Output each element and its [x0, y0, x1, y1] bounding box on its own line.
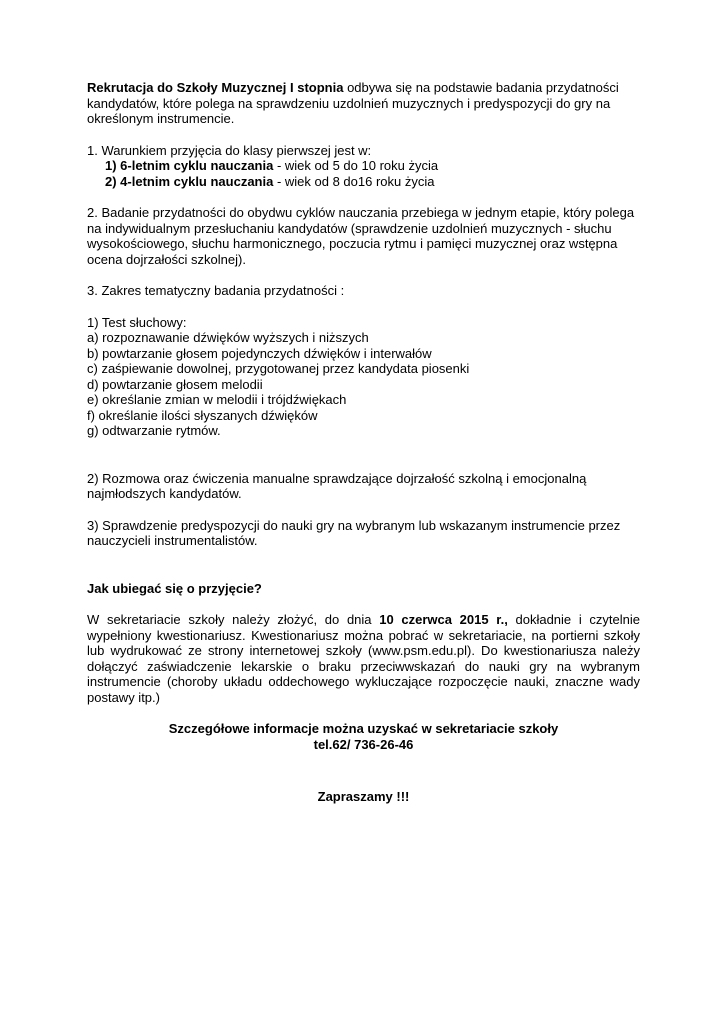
apply-paragraph [87, 612, 640, 705]
apply-text-after: dokładnie i czytelnie wypełniony kwestionariusz. Kwestionariusz można pobrać w sekretariacie, na portierni szkoły lub wydrukować ze strony internetowej szkoły (www.psm.edu.pl). Do kwestionariusza należy dołączyć zaświadczenie lekarskie o braku przeciwwskazań do nauki gry na wybranym instrumencie (choroby układu oddechowego wykluczające rozpoczęcie nauki, znaczne wady postawy itp.) [87, 612, 640, 705]
hearing-test-list [87, 315, 640, 439]
list-item: f) określanie ilości słyszanych dźwięków [87, 407, 318, 423]
interview-paragraph: 2) Rozmowa oraz ćwiczenia manualne sprawdzające dojrzałość szkolną i emocjonalną najmłodszych kandydatów. [87, 470, 587, 501]
list-item: b) powtarzanie głosem pojedynczych dźwięków i interwałów [87, 345, 432, 361]
deadline-date: 10 czerwca 2015 r., [379, 612, 508, 627]
section-1-item-text: - wiek od 5 do 10 roku życia [273, 158, 439, 173]
contact-phone: tel.62/ 736-26-46 [313, 736, 414, 752]
hearing-test-heading: 1) Test słuchowy: [87, 314, 187, 330]
instrument-check-paragraph: 3) Sprawdzenie predyspozycji do nauki gry na wybranym lub wskazanym instrumencie przez nauczycieli instrumentalistów. [87, 517, 621, 548]
list-item: d) powtarzanie głosem melodii [87, 376, 263, 392]
list-item: c) zaśpiewanie dowolnej, przygotowanej przez kandydata piosenki [87, 361, 470, 376]
apply-text-before: W sekretariacie szkoły należy złożyć, do dnia [87, 612, 380, 627]
section-1-item-bold: 1) 6-letnim cyklu nauczania [105, 158, 274, 173]
section-1-item [87, 174, 640, 190]
section-3-heading: 3. Zakres tematyczny badania przydatności : [87, 283, 345, 298]
section-2-paragraph: 2. Badanie przydatności do obydwu cyklów nauczania przebiega w jednym etapie, który polega na indywidualnym przesłuchaniu kandydatów (sprawdzenie uzdolnień muzycznych - słuchu wysokościowego, słuchu harmonicznego, poczucia rytmu i pamięci muzycznej oraz wstępna ocena dojrzałości szkolnej). [87, 205, 635, 267]
list-item: e) określanie zmian w melodii i trójdźwiękach [87, 392, 347, 407]
apply-heading: Jak ubiegać się o przyjęcie? [87, 580, 262, 596]
section-1-heading: 1. Warunkiem przyjęcia do klasy pierwszej jest w: [87, 142, 372, 158]
contact-info-line: Szczegółowe informacje można uzyskać w sekretariacie szkoły [168, 721, 559, 736]
section-1-item-bold: 2) 4-letnim cyklu nauczania [105, 173, 274, 189]
list-item: a) rozpoznawanie dźwięków wyższych i niższych [87, 330, 369, 345]
section-1 [87, 143, 640, 190]
intro-text: odbywa się na podstawie badania przydatności kandydatów, które polega na sprawdzeniu uzdolnień muzycznych i predyspozycji do gry na określonym instrumencie. [87, 80, 619, 126]
list-item: g) odtwarzanie rytmów. [87, 423, 221, 438]
intro-paragraph [87, 80, 640, 127]
section-1-item [87, 158, 640, 174]
document-page [87, 80, 640, 805]
intro-bold-lead: Rekrutacja do Szkoły Muzycznej I stopnia [87, 80, 344, 95]
closing-invitation: Zapraszamy !!! [317, 789, 410, 804]
section-1-item-text: - wiek od 8 do16 roku życia [273, 173, 435, 189]
contact-block [87, 721, 640, 752]
